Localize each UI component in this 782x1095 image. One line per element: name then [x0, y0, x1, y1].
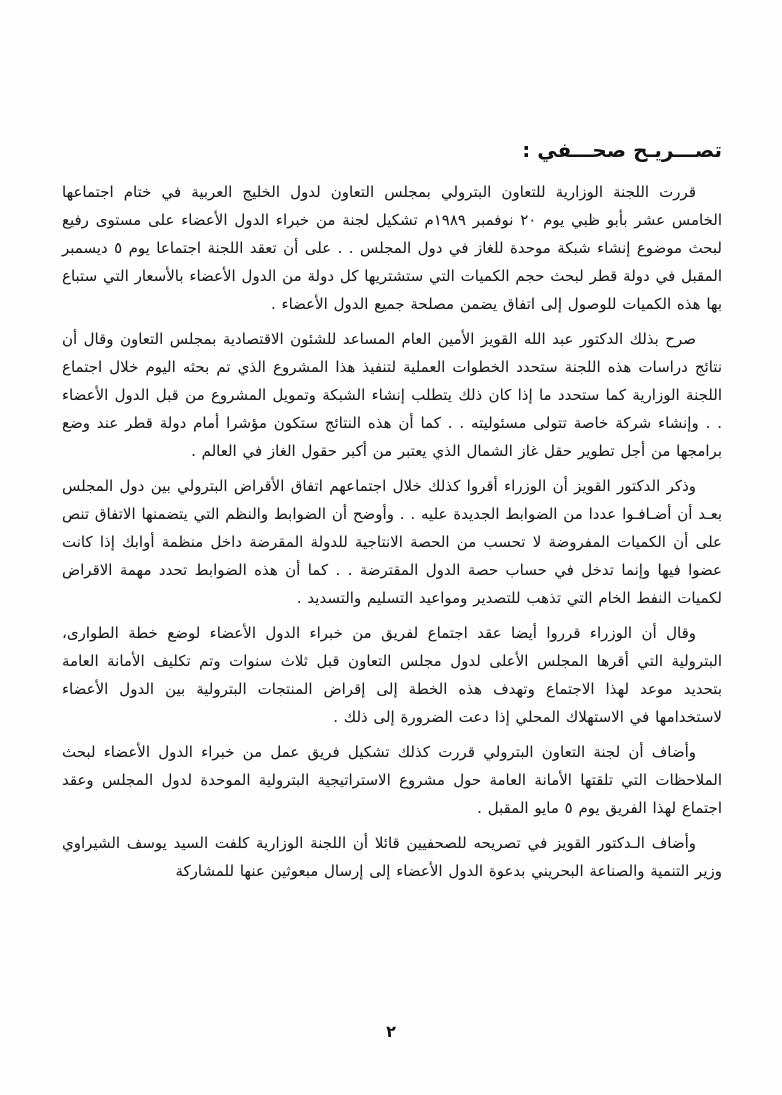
paragraph-5: وأضاف أن لجنة التعاون البترولي قررت كذلك تشكيل فريق عمل من خبراء الدول الأعضاء لبحث الملاحظات التي تلقتها الأمانة العامة حول مشروع الاستراتيجية البترولية الموحدة لدول المجلس وعقد اجتماع لهذا الفريق يوم ٥ مايو المقبل .: [62, 743, 722, 817]
document-content: [62, 138, 722, 892]
paragraph-6: وأضاف الـدكتور القويز في تصريحه للصحفيين قائلا أن اللجنة الوزارية كلفت السيد يوسف الشيراوي وزير التنمية والصناعة البحريني بدعوة الدول الأعضاء إلى إرسال مبعوثين عنها للمشاركة: [62, 834, 722, 880]
page-title: تصـــريـح صحـــفي :: [522, 138, 722, 162]
paragraph-2: صرح بذلك الدكتور عبد الله القويز الأمين العام المساعد للشئون الاقتصادية بمجلس التعاون وقال أن نتائج دراسات هذه اللجنة ستحدد الخطوات العملية لتنفيذ هذا المشروع الذي تم بحثه اليوم خلال اجتماع اللجنة الوزارية كما ستحدد ما إذا كان ذلك يتطلب إنشاء الشبكة وتمويل المشروع من قبل الدول الأعضاء . . وإنشاء شركة خاصة تتولى مسئوليته . . كما أن هذه النتائج ستكون مؤشرا أمام دولة قطر عند وضع برامجها من أجل تطوير حقل غاز الشمال الذي يعتبر من أكبر حقول الغاز في العالم .: [62, 330, 722, 460]
paragraph-3: وذكر الدكتور القويز أن الوزراء أقروا كذلك خلال اجتماعهم اتفاق الأقراض البترولي بين دول المجلس بعـد أن أضـافـوا عددا من الضوابط الجديدة عليه . . وأوضح أن الضوابط والنظم التي يتضمنها الاتفاق تنص على أن الكميات المفروضة لا تحسب من الحصة الانتاجية للدولة المقرضة داخل منظمة أوابك إذا كانت عضوا فيها وإنما تدخل في حساب حصة الدول المقترضة . . كما أن هذه الضوابط تحدد مهمة الاقراض لكميات النفط الخام التي تذهب للتصدير ومواعيد التسليم والتسديد .: [62, 477, 722, 607]
paragraph-1: قررت اللجنة الوزارية للتعاون البترولي بمجلس التعاون لدول الخليج العربية في ختام اجتماعها الخامس عشر بأبو ظبي يوم ٢٠ نوفمبر ١٩٨٩م تشكيل لجنة من خبراء الدول الأعضاء على مستوى رفيع لبحث موضوع إنشاء شبكة موحدة للغاز في دول المجلس . . على أن تعقد اللجنة اجتماعا يوم ٥ ديسمبر المقبل في دولة قطر لبحث حجم الكميات التي ستشتريها كل دولة من الدول الأعضاء بالأسعار التي ستباع بها هذه الكميات للوصول إلى اتفاق يضمن مصلحة جميع الدول الأعضاء .: [62, 183, 723, 313]
page-number: ٢: [386, 1022, 396, 1041]
paragraph-4: وقال أن الوزراء قرروا أيضا عقد اجتماع لفريق من خبراء الدول الأعضاء لوضع خطة الطوارى، البترولية التي أقرها المجلس الأعلى لدول مجلس التعاون قبل ثلاث سنوات وتم تكليف الأمانة العامة بتحديد موعد لهذا الاجتماع وتهدف هذه الخطة إلى إقراض المنتجات البترولية بين الدول الأعضاء لاستخدامها في الاستهلاك المحلي إذا دعت الضرورة إلى ذلك .: [62, 624, 722, 726]
